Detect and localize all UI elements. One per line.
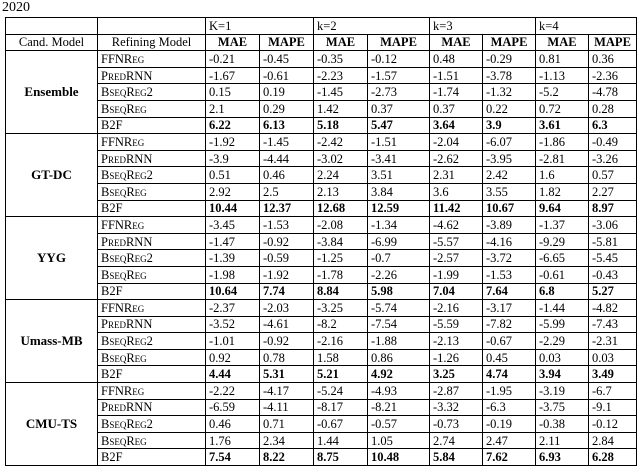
value-cell: 7.62 (483, 449, 536, 466)
value-cell: -8.2 (314, 316, 368, 333)
refining-model-cell: PredRNN (98, 67, 206, 84)
value-cell: -1.74 (430, 84, 483, 101)
value-cell: 2.47 (483, 432, 536, 449)
candidate-model-cell: Umass-MB (6, 300, 98, 383)
value-cell: 0.46 (260, 167, 314, 184)
value-cell: -1.95 (483, 383, 536, 400)
value-cell: -6.3 (483, 399, 536, 416)
value-cell: -7.54 (368, 316, 430, 333)
value-cell: -0.12 (589, 416, 637, 433)
value-cell: -0.12 (368, 51, 430, 68)
value-cell: -1.53 (483, 266, 536, 283)
value-cell: 5.47 (368, 117, 430, 134)
value-cell: 0.71 (260, 416, 314, 433)
refining-model-cell: B2F (98, 449, 206, 466)
value-cell: -2.04 (430, 134, 483, 151)
value-cell: 0.46 (206, 416, 260, 433)
refining-model-cell: B2F (98, 283, 206, 300)
value-cell: -1.47 (206, 233, 260, 250)
value-cell: 1.6 (536, 167, 589, 184)
refining-model-cell: BseqReg (98, 349, 206, 366)
value-cell: -3.06 (589, 217, 637, 234)
table-row (6, 134, 637, 151)
value-cell: 2.42 (483, 167, 536, 184)
table-row (6, 300, 637, 317)
value-cell: -0.67 (314, 416, 368, 433)
value-cell: 1.58 (314, 349, 368, 366)
refining-model-cell: PredRNN (98, 233, 206, 250)
value-cell: 3.6 (430, 183, 483, 200)
value-cell: 8.84 (314, 283, 368, 300)
value-cell: 0.45 (483, 349, 536, 366)
value-cell: -7.82 (483, 316, 536, 333)
refining-model-cell: B2F (98, 200, 206, 217)
value-cell: -2.26 (368, 266, 430, 283)
value-cell: -4.17 (260, 383, 314, 400)
value-cell: -2.13 (430, 333, 483, 350)
value-cell: 3.94 (536, 366, 589, 383)
value-cell: 7.54 (206, 449, 260, 466)
value-cell: -2.37 (206, 300, 260, 317)
table-row (6, 250, 637, 267)
metric-header: MAE (430, 34, 483, 51)
value-cell: -4.61 (260, 316, 314, 333)
value-cell: 6.28 (589, 449, 637, 466)
value-cell: -1.98 (206, 266, 260, 283)
refining-model-cell: B2F (98, 117, 206, 134)
table-row (6, 349, 637, 366)
table-row (6, 100, 637, 117)
value-cell: -1.78 (314, 266, 368, 283)
value-cell: 2.24 (314, 167, 368, 184)
value-cell: 0.15 (206, 84, 260, 101)
refining-model-cell: BseqReg (98, 266, 206, 283)
table-row (6, 200, 637, 217)
table-row (6, 283, 637, 300)
table-row (6, 266, 637, 283)
value-cell: -3.02 (314, 150, 368, 167)
value-cell: -1.99 (430, 266, 483, 283)
candidate-model-cell: YYG (6, 217, 98, 300)
value-cell: 2.92 (206, 183, 260, 200)
value-cell: -2.87 (430, 383, 483, 400)
value-cell: 6.8 (536, 283, 589, 300)
refining-model-cell: PredRNN (98, 150, 206, 167)
table-row (6, 366, 637, 383)
value-cell: -0.67 (483, 333, 536, 350)
value-cell: -2.08 (314, 217, 368, 234)
value-cell: 2.84 (589, 432, 637, 449)
refining-model-cell: BseqReg2 (98, 167, 206, 184)
value-cell: 3.9 (483, 117, 536, 134)
value-cell: -3.95 (483, 150, 536, 167)
value-cell: -1.67 (206, 67, 260, 84)
value-cell: -2.62 (430, 150, 483, 167)
value-cell: 9.64 (536, 200, 589, 217)
metric-header: MAPE (368, 34, 430, 51)
value-cell: -8.17 (314, 399, 368, 416)
value-cell: 0.86 (368, 349, 430, 366)
value-cell: -4.82 (589, 300, 637, 317)
value-cell: 6.93 (536, 449, 589, 466)
value-cell: -4.16 (483, 233, 536, 250)
value-cell: -5.99 (536, 316, 589, 333)
value-cell: -2.16 (430, 300, 483, 317)
value-cell: 10.48 (368, 449, 430, 466)
table-row (6, 449, 637, 466)
value-cell: 3.64 (430, 117, 483, 134)
metric-header-row (6, 34, 637, 51)
refining-model-cell: BseqReg2 (98, 333, 206, 350)
refining-model-cell: FFNReg (98, 134, 206, 151)
refining-model-cell: BseqReg (98, 183, 206, 200)
value-cell: -2.42 (314, 134, 368, 151)
value-cell: 0.37 (430, 100, 483, 117)
refining-model-cell: FFNReg (98, 300, 206, 317)
value-cell: -3.78 (483, 67, 536, 84)
candidate-model-cell: GT-DC (6, 134, 98, 217)
value-cell: 1.76 (206, 432, 260, 449)
value-cell: 8.97 (589, 200, 637, 217)
value-cell: -0.38 (536, 416, 589, 433)
value-cell: 5.21 (314, 366, 368, 383)
value-cell: 2.74 (430, 432, 483, 449)
value-cell: 5.98 (368, 283, 430, 300)
value-cell: -0.57 (368, 416, 430, 433)
value-cell: 2.31 (430, 167, 483, 184)
value-cell: -9.1 (589, 399, 637, 416)
value-cell: 10.64 (206, 283, 260, 300)
value-cell: -2.29 (536, 333, 589, 350)
value-cell: 8.22 (260, 449, 314, 466)
value-cell: 0.51 (206, 167, 260, 184)
value-cell: -1.45 (260, 134, 314, 151)
value-cell: -0.19 (483, 416, 536, 433)
value-cell: 2.27 (589, 183, 637, 200)
candidate-model-cell: CMU-TS (6, 383, 98, 466)
value-cell: 0.72 (536, 100, 589, 117)
table-row (6, 333, 637, 350)
value-cell: -5.74 (368, 300, 430, 317)
value-cell: 12.59 (368, 200, 430, 217)
refining-model-cell: PredRNN (98, 399, 206, 416)
value-cell: -1.44 (536, 300, 589, 317)
value-cell: -1.32 (483, 84, 536, 101)
value-cell: 0.36 (589, 51, 637, 68)
k-header-row (6, 18, 637, 35)
value-cell: -1.25 (314, 250, 368, 267)
value-cell: 6.13 (260, 117, 314, 134)
value-cell: 6.3 (589, 117, 637, 134)
value-cell: -3.19 (536, 383, 589, 400)
metric-header: MAPE (260, 34, 314, 51)
value-cell: 4.92 (368, 366, 430, 383)
value-cell: -7.43 (589, 316, 637, 333)
value-cell: 10.67 (483, 200, 536, 217)
value-cell: -0.49 (589, 134, 637, 151)
year-label: 2020 (2, 0, 30, 15)
value-cell: -3.72 (483, 250, 536, 267)
value-cell: -3.75 (536, 399, 589, 416)
value-cell: 3.84 (368, 183, 430, 200)
refining-model-cell: B2F (98, 366, 206, 383)
refining-model-cell: FFNReg (98, 51, 206, 68)
refining-model-header: Refining Model (98, 34, 206, 51)
value-cell: -3.52 (206, 316, 260, 333)
value-cell: -3.84 (314, 233, 368, 250)
value-cell: 2.11 (536, 432, 589, 449)
value-cell: -8.21 (368, 399, 430, 416)
value-cell: -2.31 (589, 333, 637, 350)
value-cell: -3.17 (483, 300, 536, 317)
table-row (6, 217, 637, 234)
value-cell: 1.82 (536, 183, 589, 200)
value-cell: -4.62 (430, 217, 483, 234)
candidate-model-cell: Ensemble (6, 51, 98, 134)
value-cell: -2.81 (536, 150, 589, 167)
value-cell: 4.44 (206, 366, 260, 383)
value-cell: -0.61 (260, 67, 314, 84)
refining-model-cell: FFNReg (98, 217, 206, 234)
refining-model-cell: BseqReg2 (98, 250, 206, 267)
value-cell: 5.31 (260, 366, 314, 383)
value-cell: -0.61 (536, 266, 589, 283)
value-cell: -6.65 (536, 250, 589, 267)
value-cell: -1.51 (368, 134, 430, 151)
value-cell: -9.29 (536, 233, 589, 250)
table-row (6, 233, 637, 250)
metric-header: MAE (206, 34, 260, 51)
value-cell: -2.22 (206, 383, 260, 400)
value-cell: -3.9 (206, 150, 260, 167)
table-row (6, 432, 637, 449)
value-cell: -3.26 (589, 150, 637, 167)
value-cell: -0.73 (430, 416, 483, 433)
value-cell: -0.7 (368, 250, 430, 267)
value-cell: 2.13 (314, 183, 368, 200)
value-cell: 7.74 (260, 283, 314, 300)
refining-model-cell: BseqReg2 (98, 416, 206, 433)
value-cell: 11.42 (430, 200, 483, 217)
metric-header: MAE (536, 34, 589, 51)
value-cell: 2.1 (206, 100, 260, 117)
value-cell: -1.86 (536, 134, 589, 151)
value-cell: 1.42 (314, 100, 368, 117)
value-cell: 0.92 (206, 349, 260, 366)
value-cell: 3.49 (589, 366, 637, 383)
empty-header-cell (6, 18, 98, 35)
value-cell: -0.21 (206, 51, 260, 68)
value-cell: -1.45 (314, 84, 368, 101)
metric-header: MAE (314, 34, 368, 51)
value-cell: 2.34 (260, 432, 314, 449)
value-cell: -0.43 (589, 266, 637, 283)
value-cell: -5.24 (314, 383, 368, 400)
value-cell: -0.59 (260, 250, 314, 267)
value-cell: 0.81 (536, 51, 589, 68)
value-cell: 3.61 (536, 117, 589, 134)
value-cell: 0.03 (589, 349, 637, 366)
value-cell: -0.92 (260, 233, 314, 250)
value-cell: -4.44 (260, 150, 314, 167)
table-row (6, 316, 637, 333)
refining-model-cell: BseqReg (98, 432, 206, 449)
value-cell: -2.03 (260, 300, 314, 317)
value-cell: 0.29 (260, 100, 314, 117)
value-cell: -1.13 (536, 67, 589, 84)
value-cell: -0.29 (483, 51, 536, 68)
value-cell: 12.68 (314, 200, 368, 217)
value-cell: -1.34 (368, 217, 430, 234)
value-cell: -2.36 (589, 67, 637, 84)
value-cell: 12.37 (260, 200, 314, 217)
value-cell: -3.45 (206, 217, 260, 234)
value-cell: -1.39 (206, 250, 260, 267)
value-cell: -1.37 (536, 217, 589, 234)
value-cell: -5.2 (536, 84, 589, 101)
value-cell: -4.93 (368, 383, 430, 400)
value-cell: 0.78 (260, 349, 314, 366)
table-row (6, 67, 637, 84)
value-cell: -3.41 (368, 150, 430, 167)
value-cell: 0.37 (368, 100, 430, 117)
value-cell: -1.53 (260, 217, 314, 234)
value-cell: -5.57 (430, 233, 483, 250)
value-cell: -0.35 (314, 51, 368, 68)
value-cell: 0.22 (483, 100, 536, 117)
value-cell: 0.19 (260, 84, 314, 101)
value-cell: -1.51 (430, 67, 483, 84)
value-cell: 0.03 (536, 349, 589, 366)
value-cell: -4.11 (260, 399, 314, 416)
value-cell: 3.51 (368, 167, 430, 184)
value-cell: -6.07 (483, 134, 536, 151)
value-cell: -2.73 (368, 84, 430, 101)
table-row (6, 416, 637, 433)
value-cell: 6.22 (206, 117, 260, 134)
results-table (5, 17, 637, 466)
refining-model-cell: PredRNN (98, 316, 206, 333)
table-row (6, 84, 637, 101)
value-cell: 3.55 (483, 183, 536, 200)
table-body (6, 51, 637, 466)
metric-header: MAPE (589, 34, 637, 51)
refining-model-cell: BseqReg (98, 100, 206, 117)
table-row (6, 51, 637, 68)
k-header: k=2 (314, 18, 430, 35)
value-cell: -1.92 (260, 266, 314, 283)
refining-model-cell: BseqReg2 (98, 84, 206, 101)
value-cell: -1.88 (368, 333, 430, 350)
value-cell: 7.04 (430, 283, 483, 300)
value-cell: -3.89 (483, 217, 536, 234)
value-cell: 5.84 (430, 449, 483, 466)
value-cell: 10.44 (206, 200, 260, 217)
empty-header-cell (98, 18, 206, 35)
value-cell: 4.74 (483, 366, 536, 383)
value-cell: 3.25 (430, 366, 483, 383)
cand-model-header: Cand. Model (6, 34, 98, 51)
value-cell: 0.48 (430, 51, 483, 68)
value-cell: -0.45 (260, 51, 314, 68)
value-cell: 8.75 (314, 449, 368, 466)
value-cell: 0.28 (589, 100, 637, 117)
value-cell: -6.99 (368, 233, 430, 250)
value-cell: -2.57 (430, 250, 483, 267)
table-row (6, 383, 637, 400)
table-row (6, 167, 637, 184)
value-cell: 7.64 (483, 283, 536, 300)
table-row (6, 117, 637, 134)
value-cell: 0.57 (589, 167, 637, 184)
value-cell: -5.59 (430, 316, 483, 333)
k-header: k=4 (536, 18, 637, 35)
k-header: K=1 (206, 18, 314, 35)
table-row (6, 183, 637, 200)
value-cell: -1.57 (368, 67, 430, 84)
value-cell: -6.59 (206, 399, 260, 416)
value-cell: 1.05 (368, 432, 430, 449)
value-cell: -5.81 (589, 233, 637, 250)
table-row (6, 399, 637, 416)
value-cell: 5.27 (589, 283, 637, 300)
value-cell: -1.26 (430, 349, 483, 366)
metric-header: MAPE (483, 34, 536, 51)
refining-model-cell: FFNReg (98, 383, 206, 400)
value-cell: 5.18 (314, 117, 368, 134)
value-cell: -5.45 (589, 250, 637, 267)
value-cell: 2.5 (260, 183, 314, 200)
value-cell: -1.01 (206, 333, 260, 350)
value-cell: -2.16 (314, 333, 368, 350)
value-cell: -0.92 (260, 333, 314, 350)
value-cell: 1.44 (314, 432, 368, 449)
value-cell: -4.78 (589, 84, 637, 101)
value-cell: -3.32 (430, 399, 483, 416)
k-header: k=3 (430, 18, 536, 35)
value-cell: -6.7 (589, 383, 637, 400)
value-cell: -3.25 (314, 300, 368, 317)
table-row (6, 150, 637, 167)
value-cell: -1.92 (206, 134, 260, 151)
value-cell: -2.23 (314, 67, 368, 84)
